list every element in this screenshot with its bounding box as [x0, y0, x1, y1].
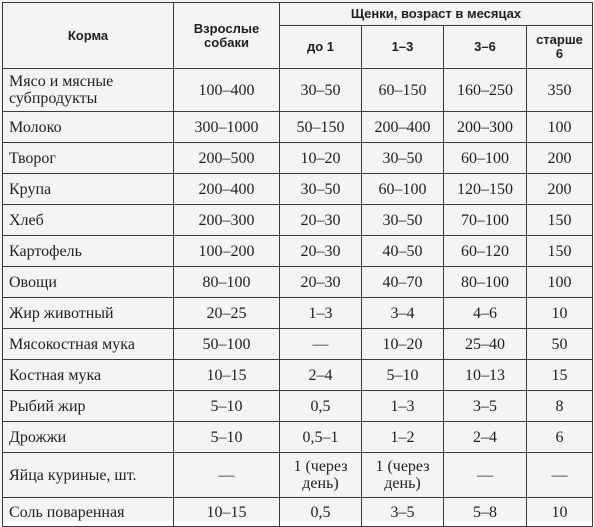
- value-cell: 30–50: [362, 205, 444, 236]
- value-cell: 10–13: [444, 360, 527, 391]
- value-cell: 80–100: [174, 267, 280, 298]
- value-cell: 160–250: [444, 69, 527, 112]
- feed-name-cell: Молоко: [3, 112, 174, 143]
- table-row: [3, 422, 593, 453]
- table-row: [3, 69, 593, 112]
- value-cell: 1–2: [362, 422, 444, 453]
- value-cell: 20–30: [280, 236, 362, 267]
- feed-name-cell: Крупа: [3, 174, 174, 205]
- feed-name-cell: Дрожжи: [3, 422, 174, 453]
- value-cell: 200–400: [174, 174, 280, 205]
- feed-name-cell: Соль поваренная: [3, 498, 174, 527]
- value-cell: 0,5–1: [280, 422, 362, 453]
- value-cell: 20–30: [280, 267, 362, 298]
- header-age-over-6: старше 6: [527, 26, 593, 69]
- value-cell: 1 (через день): [362, 453, 444, 498]
- value-cell: 4–6: [444, 298, 527, 329]
- value-cell: 100–400: [174, 69, 280, 112]
- header-feed: Корма: [3, 3, 174, 69]
- value-cell: 0,5: [280, 391, 362, 422]
- value-cell: 3–5: [444, 391, 527, 422]
- value-cell: 100: [527, 112, 593, 143]
- value-cell: 80–100: [444, 267, 527, 298]
- value-cell: 70–100: [444, 205, 527, 236]
- header-age-3-6: 3–6: [444, 26, 527, 69]
- value-cell: 10–15: [174, 360, 280, 391]
- table-row: [3, 143, 593, 174]
- value-cell: 50–150: [280, 112, 362, 143]
- feed-name-cell: Яйца куриные, шт.: [3, 453, 174, 498]
- value-cell: 3–4: [362, 298, 444, 329]
- value-cell: 2–4: [280, 360, 362, 391]
- value-cell: 60–100: [362, 174, 444, 205]
- value-cell: 60–100: [444, 143, 527, 174]
- value-cell: 150: [527, 236, 593, 267]
- value-cell: 5–10: [362, 360, 444, 391]
- table-row: [3, 360, 593, 391]
- value-cell: 5–8: [444, 498, 527, 527]
- feed-name-cell: Картофель: [3, 236, 174, 267]
- table-row: [3, 498, 593, 527]
- value-cell: 150: [527, 205, 593, 236]
- value-cell: 1 (через день): [280, 453, 362, 498]
- table-row: [3, 236, 593, 267]
- value-cell: 0,5: [280, 498, 362, 527]
- value-cell: 200–400: [362, 112, 444, 143]
- table-row: [3, 329, 593, 360]
- value-cell: —: [280, 329, 362, 360]
- value-cell: 6: [527, 422, 593, 453]
- value-cell: 15: [527, 360, 593, 391]
- value-cell: 200–300: [444, 112, 527, 143]
- value-cell: 60–120: [444, 236, 527, 267]
- value-cell: 10: [527, 498, 593, 527]
- value-cell: 5–10: [174, 391, 280, 422]
- header-age-under-1: до 1: [280, 26, 362, 69]
- value-cell: 2–4: [444, 422, 527, 453]
- table-row: [3, 205, 593, 236]
- header-puppies-age: Щенки, возраст в месяцах: [280, 3, 593, 26]
- value-cell: 3–5: [362, 498, 444, 527]
- feed-name-cell: Мясокостная мука: [3, 329, 174, 360]
- value-cell: 200: [527, 174, 593, 205]
- table-row: [3, 453, 593, 498]
- value-cell: 40–50: [362, 236, 444, 267]
- feed-name-cell: Хлеб: [3, 205, 174, 236]
- feed-name-cell: Костная мука: [3, 360, 174, 391]
- table-row: [3, 174, 593, 205]
- value-cell: —: [527, 453, 593, 498]
- value-cell: 200: [527, 143, 593, 174]
- value-cell: 10: [527, 298, 593, 329]
- value-cell: 100: [527, 267, 593, 298]
- table-row: [3, 391, 593, 422]
- value-cell: —: [444, 453, 527, 498]
- header-adult-dogs: Взрослые собаки: [174, 3, 280, 69]
- value-cell: 20–25: [174, 298, 280, 329]
- feeding-norms-table: [2, 2, 593, 527]
- table-row: [3, 267, 593, 298]
- value-cell: 50: [527, 329, 593, 360]
- value-cell: 10–20: [280, 143, 362, 174]
- value-cell: 30–50: [280, 174, 362, 205]
- header-age-1-3: 1–3: [362, 26, 444, 69]
- value-cell: 1–3: [280, 298, 362, 329]
- value-cell: 1–3: [362, 391, 444, 422]
- value-cell: 200–500: [174, 143, 280, 174]
- value-cell: 30–50: [362, 143, 444, 174]
- value-cell: 8: [527, 391, 593, 422]
- value-cell: 300–1000: [174, 112, 280, 143]
- value-cell: 30–50: [280, 69, 362, 112]
- value-cell: 60–150: [362, 69, 444, 112]
- feed-name-cell: Мясо и мясные субпродукты: [3, 69, 174, 112]
- value-cell: 200–300: [174, 205, 280, 236]
- table-row: [3, 298, 593, 329]
- value-cell: 50–100: [174, 329, 280, 360]
- value-cell: 100–200: [174, 236, 280, 267]
- value-cell: 10–15: [174, 498, 280, 527]
- value-cell: 5–10: [174, 422, 280, 453]
- feed-name-cell: Творог: [3, 143, 174, 174]
- value-cell: 20–30: [280, 205, 362, 236]
- value-cell: —: [174, 453, 280, 498]
- value-cell: 25–40: [444, 329, 527, 360]
- feed-name-cell: Жир животный: [3, 298, 174, 329]
- value-cell: 120–150: [444, 174, 527, 205]
- feed-name-cell: Овощи: [3, 267, 174, 298]
- feed-name-cell: Рыбий жир: [3, 391, 174, 422]
- value-cell: 10–20: [362, 329, 444, 360]
- value-cell: 40–70: [362, 267, 444, 298]
- table-row: [3, 112, 593, 143]
- value-cell: 350: [527, 69, 593, 112]
